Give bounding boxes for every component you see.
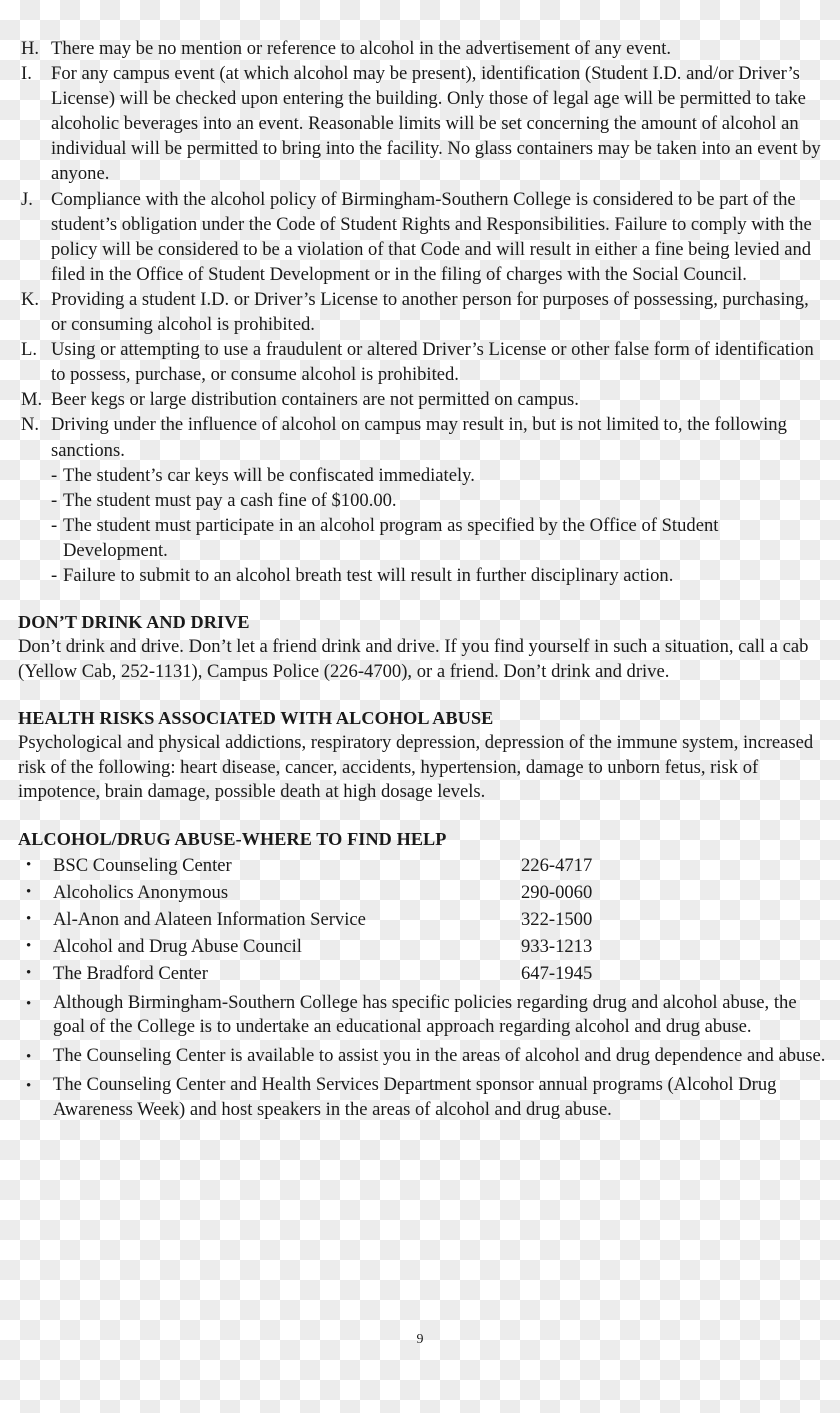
policy-item-h (18, 36, 826, 61)
policy-item-l (18, 337, 826, 387)
dash-icon: - (51, 564, 58, 586)
section-dont-drink-and-drive (18, 610, 826, 684)
help-contact-row (18, 879, 826, 906)
bullet-icon: • (26, 910, 32, 927)
policy-item-i-letter: I. (21, 63, 32, 85)
help-contact-name: Alcohol and Drug Abuse Council (53, 935, 302, 957)
help-contact-row (18, 960, 826, 987)
dash-icon: - (51, 489, 58, 511)
section-paragraph-dont-drink-and-drive: Don’t drink and drive. Don’t let a friend drink and drive. If you find yourself in such a situation, call a cab (Yellow Cab, 252-1131), Campus Police (226-4700), or a friend. Don’t drink and drive. (18, 636, 809, 682)
help-contact-line (53, 960, 826, 987)
help-note-item (18, 991, 826, 1041)
bullet-icon: • (26, 883, 32, 900)
policy-item-m (18, 387, 826, 412)
help-contact-phone: 290-0060 (521, 881, 593, 903)
policy-item-h-text: There may be no mention or reference to alcohol in the advertisement of any event. (51, 38, 672, 59)
policy-item-j (18, 187, 826, 287)
page-number: 9 (416, 1332, 424, 1347)
dash-icon: - (51, 514, 58, 536)
help-contact-name: Alcoholics Anonymous (53, 881, 229, 903)
sanction-item (51, 488, 826, 513)
help-note-text: Although Birmingham-Southern College has specific policies regarding drug and alcohol abuse, the goal of the College is to undertake an educational approach regarding alcohol and drug abuse. (53, 991, 797, 1038)
section-where-to-find-help (18, 827, 826, 1123)
dash-icon: - (51, 464, 58, 486)
section-heading-dont-drink-and-drive: DON’T DRINK AND DRIVE (18, 612, 250, 633)
help-contact-phone: 226-4717 (521, 854, 593, 876)
policy-item-n (18, 412, 826, 462)
policy-item-j-letter: J. (21, 188, 33, 210)
policy-item-n-letter: N. (21, 414, 40, 436)
policy-item-n-text: Driving under the influence of alcohol on campus may result in, but is not limited to, the following sanctions. (51, 414, 787, 461)
help-contact-row (18, 906, 826, 933)
bullet-icon: • (26, 856, 32, 873)
policy-item-k-letter: K. (21, 288, 40, 310)
policy-item-l-text: Using or attempting to use a fraudulent or altered Driver’s License or other false form of identification to possess, purchase, or consume alcohol is prohibited. (51, 339, 814, 386)
help-contact-phone: 647-1945 (521, 962, 593, 984)
policy-item-h-letter: H. (21, 38, 40, 59)
help-contact-line (53, 879, 826, 906)
help-contact-line (53, 852, 826, 879)
help-contact-name: Al-Anon and Alateen Information Service (53, 908, 366, 930)
section-health-risks (18, 706, 826, 805)
help-contact-row (18, 933, 826, 960)
sanction-item (51, 563, 826, 588)
bullet-icon: • (26, 964, 32, 981)
help-contact-row (18, 852, 826, 879)
alcohol-policy-lettered-list (18, 36, 826, 463)
help-contact-name: The Bradford Center (53, 962, 208, 984)
sanction-text: The student must pay a cash fine of $100.00. (63, 489, 397, 511)
sanction-text: Failure to submit to an alcohol breath test will result in further disciplinary action. (63, 564, 674, 586)
policy-item-k (18, 287, 826, 337)
policy-item-j-text: Compliance with the alcohol policy of Birmingham-Southern College is considered to be part of the student’s obligation under the Code of Student Rights and Responsibilities. Failure to comply with the policy will be considered to be a violation of that Code and will result in either a fine being levied and filed in the Office of Student Development or in the filing of charges with the Social Council. (51, 188, 812, 285)
help-note-item (18, 1073, 826, 1123)
bullet-icon: • (26, 995, 32, 1012)
sanction-item (51, 463, 826, 488)
sanctions-list (18, 463, 826, 588)
policy-item-i-text: For any campus event (at which alcohol may be present), identification (Student I.D. and/or Driver’s License) will be checked upon entering the building. Only those of legal age will be permitted to take alcoholic beverages into an event. Reasonable limits will be set concerning the amount of alcohol an individual will be permitted to bring into the facility. No glass containers may be taken into an event by anyone. (51, 63, 821, 185)
help-contact-line (53, 906, 826, 933)
policy-item-m-text: Beer kegs or large distribution containers are not permitted on campus. (51, 389, 579, 411)
sanction-text: The student must participate in an alcohol program as specified by the Office of Student Development. (63, 514, 719, 561)
section-heading-health-risks: HEALTH RISKS ASSOCIATED WITH ALCOHOL ABUSE (18, 708, 494, 729)
bullet-icon: • (26, 1049, 32, 1066)
section-heading-where-to-find-help: ALCOHOL/DRUG ABUSE-WHERE TO FIND HELP (18, 828, 447, 849)
section-paragraph-health-risks: Psychological and physical addictions, respiratory depression, depression of the immune system, increased risk of the following: heart disease, cancer, accidents, hypertension, damage to unborn fetus, risk of impotence, brain damage, possible death at high dosage levels. (18, 732, 814, 803)
bullet-icon: • (26, 1077, 32, 1094)
help-contacts-list (18, 852, 826, 1123)
document-body (18, 36, 826, 1123)
policy-item-i (18, 61, 826, 186)
policy-item-k-text: Providing a student I.D. or Driver’s License to another person for purposes of possessing, purchasing, or consuming alcohol is prohibited. (51, 288, 809, 336)
help-contact-line (53, 933, 826, 960)
help-contact-name: BSC Counseling Center (53, 854, 232, 876)
policy-item-m-letter: M. (21, 389, 43, 411)
help-note-item (18, 1044, 826, 1069)
sanction-text: The student’s car keys will be confiscated immediately. (63, 464, 475, 486)
sanction-item (51, 513, 826, 563)
help-contact-phone: 933-1213 (521, 935, 593, 957)
bullet-icon: • (26, 937, 32, 954)
policy-item-l-letter: L. (21, 339, 38, 361)
help-note-text: The Counseling Center and Health Services Department sponsor annual programs (Alcohol Drug Awareness Week) and host speakers in the areas of alcohol and drug abuse. (53, 1073, 777, 1120)
help-contact-phone: 322-1500 (521, 908, 593, 930)
help-note-text: The Counseling Center is available to assist you in the areas of alcohol and drug dependence and abuse. (53, 1045, 826, 1067)
